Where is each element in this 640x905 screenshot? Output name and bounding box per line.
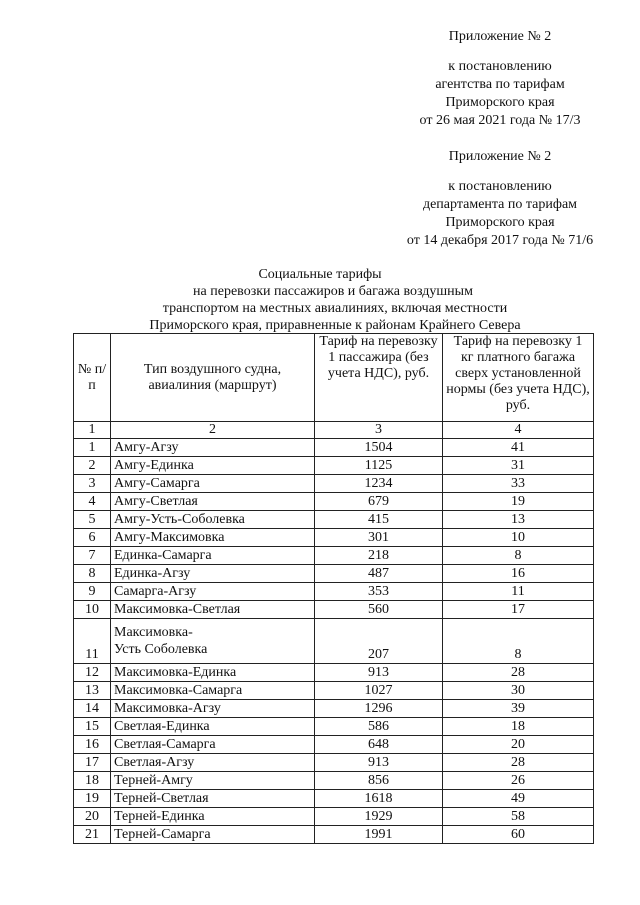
baggage-tariff: 19 [443,493,594,511]
table-row [74,547,594,565]
passenger-tariff: 415 [315,511,443,529]
header-num: № п/п [74,334,111,422]
route-name: Максимовка-Самарга [111,682,315,700]
row-number: 17 [74,754,111,772]
baggage-tariff: 8 [443,619,594,664]
passenger-tariff: 1929 [315,808,443,826]
table-row [74,664,594,682]
passenger-tariff: 218 [315,547,443,565]
table-row [74,736,594,754]
table-row [74,718,594,736]
passenger-tariff: 1296 [315,700,443,718]
table-row [74,682,594,700]
baggage-tariff: 39 [443,700,594,718]
table-row [74,754,594,772]
column-number: 1 [74,422,111,439]
column-number: 4 [443,422,594,439]
passenger-tariff: 1618 [315,790,443,808]
route-name: Максимовка- Усть Соболевка [111,619,315,664]
passenger-tariff: 207 [315,619,443,664]
appendix-1-line: к постановлению [448,59,552,74]
baggage-tariff: 58 [443,808,594,826]
table-row [74,493,594,511]
baggage-tariff: 28 [443,754,594,772]
table-row [74,475,594,493]
row-number: 7 [74,547,111,565]
route-name: Терней-Единка [111,808,315,826]
row-number: 20 [74,808,111,826]
row-number: 8 [74,565,111,583]
baggage-tariff: 20 [443,736,594,754]
passenger-tariff: 1234 [315,475,443,493]
passenger-tariff: 913 [315,664,443,682]
baggage-tariff: 18 [443,718,594,736]
passenger-tariff: 560 [315,601,443,619]
route-name: Максимовка-Единка [111,664,315,682]
passenger-tariff: 586 [315,718,443,736]
route-name: Терней-Амгу [111,772,315,790]
row-number: 15 [74,718,111,736]
row-number: 3 [74,475,111,493]
table-body [74,439,594,844]
table-row [74,439,594,457]
baggage-tariff: 26 [443,772,594,790]
route-name: Светлая-Агзу [111,754,315,772]
table-row [74,565,594,583]
table-row [74,826,594,844]
route-name: Единка-Агзу [111,565,315,583]
baggage-tariff: 28 [443,664,594,682]
appendix-2-title: Приложение № 2 [448,149,552,164]
document-title-line: Социальные тарифы [258,267,382,282]
baggage-tariff: 31 [443,457,594,475]
row-number: 11 [74,619,111,664]
row-number: 19 [74,790,111,808]
row-number: 5 [74,511,111,529]
row-number: 18 [74,772,111,790]
passenger-tariff: 301 [315,529,443,547]
passenger-tariff: 1991 [315,826,443,844]
appendix-2-line: от 14 декабря 2017 года № 71/6 [406,233,594,248]
column-number: 3 [315,422,443,439]
route-name: Амгу-Единка [111,457,315,475]
table-row [74,772,594,790]
passenger-tariff: 856 [315,772,443,790]
route-name: Амгу-Самарга [111,475,315,493]
route-name: Амгу-Максимовка [111,529,315,547]
document-title-line: Приморского края, приравненные к районам Крайнего Севера [149,318,521,333]
baggage-tariff: 16 [443,565,594,583]
row-number: 14 [74,700,111,718]
route-name: Единка-Самарга [111,547,315,565]
passenger-tariff: 1027 [315,682,443,700]
table-row [74,700,594,718]
route-name: Максимовка-Светлая [111,601,315,619]
baggage-tariff: 49 [443,790,594,808]
table-row [74,511,594,529]
header-baggage-tariff: Тариф на перевозку 1 кг платного багажа сверх установленной нормы (без учета НДС), руб. [443,334,594,422]
passenger-tariff: 487 [315,565,443,583]
row-number: 10 [74,601,111,619]
table-row [74,808,594,826]
baggage-tariff: 11 [443,583,594,601]
appendix-1-line: агентства по тарифам [435,77,565,92]
appendix-1-body [370,58,630,130]
header-passenger-tariff: Тариф на перевозку 1 пассажира (без учета НДС), руб. [315,334,443,422]
passenger-tariff: 1125 [315,457,443,475]
baggage-tariff: 17 [443,601,594,619]
baggage-tariff: 8 [443,547,594,565]
table-row [74,619,594,664]
baggage-tariff: 10 [443,529,594,547]
passenger-tariff: 679 [315,493,443,511]
document-title-line: на перевозки пассажиров и багажа воздушным [193,284,473,299]
table-row [74,529,594,547]
row-number: 12 [74,664,111,682]
header-route: Тип воздушного судна, авиалиния (маршрут) [111,334,315,422]
row-number: 4 [74,493,111,511]
route-name: Максимовка-Агзу [111,700,315,718]
baggage-tariff: 33 [443,475,594,493]
row-number: 13 [74,682,111,700]
baggage-tariff: 41 [443,439,594,457]
route-name: Амгу-Светлая [111,493,315,511]
row-number: 6 [74,529,111,547]
row-number: 9 [74,583,111,601]
table-row [74,583,594,601]
baggage-tariff: 30 [443,682,594,700]
row-number: 1 [74,439,111,457]
row-number: 16 [74,736,111,754]
route-name: Амгу-Агзу [111,439,315,457]
table-row [74,457,594,475]
tariff-table [73,333,594,844]
appendix-2-line: к постановлению [448,179,552,194]
appendix-2-line: департамента по тарифам [422,197,578,212]
table-row [74,601,594,619]
route-name: Самарга-Агзу [111,583,315,601]
passenger-tariff: 648 [315,736,443,754]
route-name: Светлая-Самарга [111,736,315,754]
route-name: Светлая-Единка [111,718,315,736]
passenger-tariff: 913 [315,754,443,772]
route-name: Терней-Светлая [111,790,315,808]
passenger-tariff: 1504 [315,439,443,457]
passenger-tariff: 353 [315,583,443,601]
table-row [74,790,594,808]
route-name: Терней-Самарга [111,826,315,844]
route-name: Амгу-Усть-Соболевка [111,511,315,529]
appendix-2-line: Приморского края [445,215,555,230]
baggage-tariff: 60 [443,826,594,844]
document-title-line: транспортом на местных авиалиниях, включая местности [162,301,508,316]
appendix-1-line: от 26 мая 2021 года № 17/3 [419,113,581,128]
appendix-1-line: Приморского края [445,95,555,110]
appendix-2-body [370,178,630,250]
row-number: 2 [74,457,111,475]
appendix-1-title: Приложение № 2 [448,29,552,44]
column-number: 2 [111,422,315,439]
baggage-tariff: 13 [443,511,594,529]
document-title [0,266,640,334]
row-number: 21 [74,826,111,844]
